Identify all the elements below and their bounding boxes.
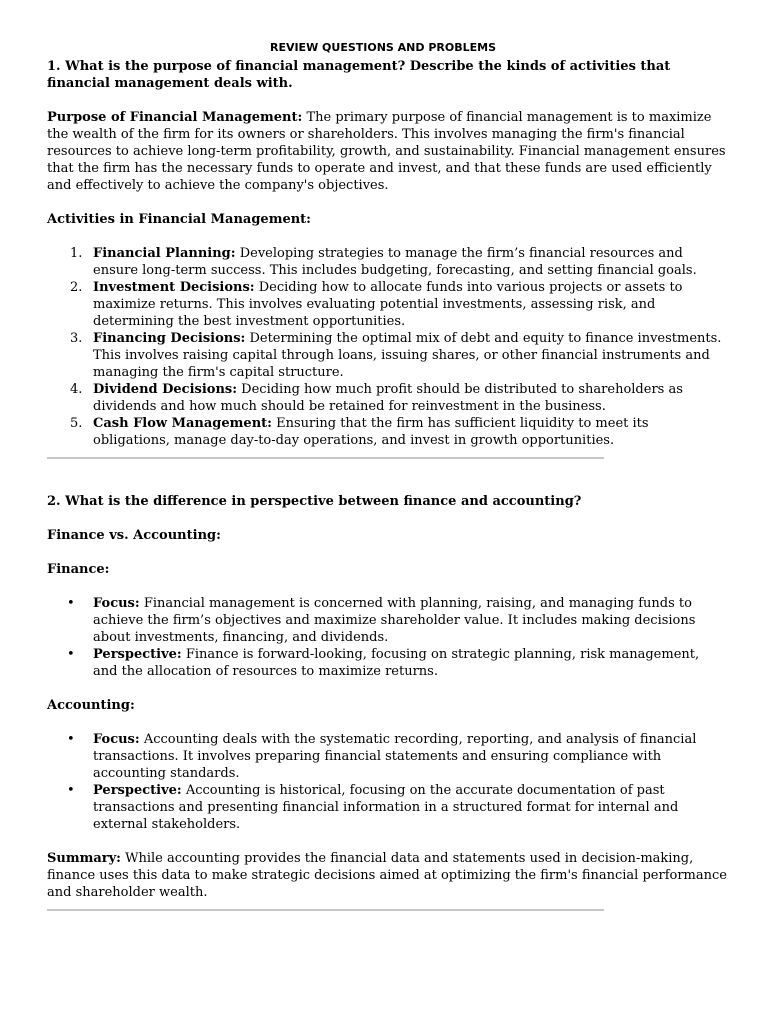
finance-heading: Finance: [47, 562, 110, 577]
item-label: Perspective: [93, 783, 182, 798]
item-label: Dividend Decisions: [93, 382, 238, 397]
item-label: Focus: [93, 732, 140, 747]
summary-text: While accounting provides the financial data and statements used in decision-making, finance uses this data to make strategic decisions aimed at optimizing the firm's financial performance and shareholder wealth. [47, 851, 727, 900]
bullet-icon: • [67, 732, 75, 747]
list-item [47, 595, 727, 646]
item-text: Finance is forward-looking, focusing on strategic planning, risk management, and the allocation of resources to maximize returns. [93, 647, 700, 679]
document-page [47, 40, 727, 911]
purpose-paragraph [47, 109, 727, 194]
item-label: Focus: [93, 596, 140, 611]
item-text: Deciding how to allocate funds into various projects or assets to maximize returns. This involves evaluating potential investments, assessing risk, and determining the best investment opportunities. [93, 280, 683, 329]
item-text: Developing strategies to manage the firm’s financial resources and ensure long-term success. This includes budgeting, forecasting, and setting financial goals. [93, 246, 697, 278]
list-item [47, 415, 727, 449]
purpose-label: Purpose of Financial Management: [47, 110, 303, 125]
list-item [47, 381, 727, 415]
item-text: Accounting deals with the systematic recording, reporting, and analysis of financial transactions. It involves preparing financial statements and ensuring compliance with accounting standards. [93, 732, 697, 781]
list-item [47, 646, 727, 680]
list-number: 1. [70, 246, 83, 261]
item-label: Perspective: [93, 647, 182, 662]
document-title: REVIEW QUESTIONS AND PROBLEMS [269, 41, 497, 54]
item-text: Ensuring that the firm has sufficient liquidity to meet its obligations, manage day-to-day operations, and invest in growth opportunities. [93, 416, 649, 448]
list-number: 5. [70, 416, 83, 431]
bullet-icon: • [67, 596, 75, 611]
list-item [47, 782, 727, 833]
question-2-heading: 2. What is the difference in perspective between finance and accounting? [47, 494, 582, 509]
item-label: Financing Decisions: [93, 331, 246, 346]
purpose-text: The primary purpose of financial management is to maximize the wealth of the firm for its owners or shareholders. This involves managing the firm's financial resources to achieve long-term profitability, growth, and sustainability. Financial management ensures that the firm has the necessary funds to operate and invest, and that these funds are used efficiently and effectively to achieve the company's objectives. [47, 110, 726, 193]
summary-paragraph [47, 850, 727, 901]
item-text: Deciding how much profit should be distributed to shareholders as dividends and how much should be retained for reinvestment in the business. [93, 382, 683, 414]
item-text: Determining the optimal mix of debt and equity to finance investments. This involves raising capital through loans, issuing shares, or other financial instruments and managing the firm's capital structure. [93, 331, 722, 380]
item-text: Financial management is concerned with planning, raising, and managing funds to achieve the firm’s objectives and maximize shareholder value. It includes making decisions about investments, financing, and dividends. [93, 596, 696, 645]
accounting-list [47, 731, 727, 833]
comparison-heading: Finance vs. Accounting: [47, 528, 221, 543]
item-label: Investment Decisions: [93, 280, 255, 295]
list-item [47, 245, 727, 279]
item-text: Accounting is historical, focusing on the accurate documentation of past transactions and presenting financial information in a structured format for internal and external stakeholders. [93, 783, 679, 832]
list-number: 2. [70, 280, 83, 295]
list-item [47, 279, 727, 330]
summary-label: Summary: [47, 851, 121, 866]
list-number: 3. [70, 331, 83, 346]
item-label: Financial Planning: [93, 246, 236, 261]
bullet-icon: • [67, 783, 75, 798]
item-label: Cash Flow Management: [93, 416, 272, 431]
bullet-icon: • [67, 647, 75, 662]
finance-list [47, 595, 727, 680]
list-item [47, 731, 727, 782]
section-divider [47, 909, 604, 911]
list-item [47, 330, 727, 381]
accounting-heading: Accounting: [47, 698, 135, 713]
activities-heading: Activities in Financial Management: [47, 212, 311, 227]
activities-list [47, 245, 727, 449]
list-number: 4. [70, 382, 83, 397]
question-1-heading: 1. What is the purpose of financial management? Describe the kinds of activities that financial management deals with. [47, 59, 671, 91]
